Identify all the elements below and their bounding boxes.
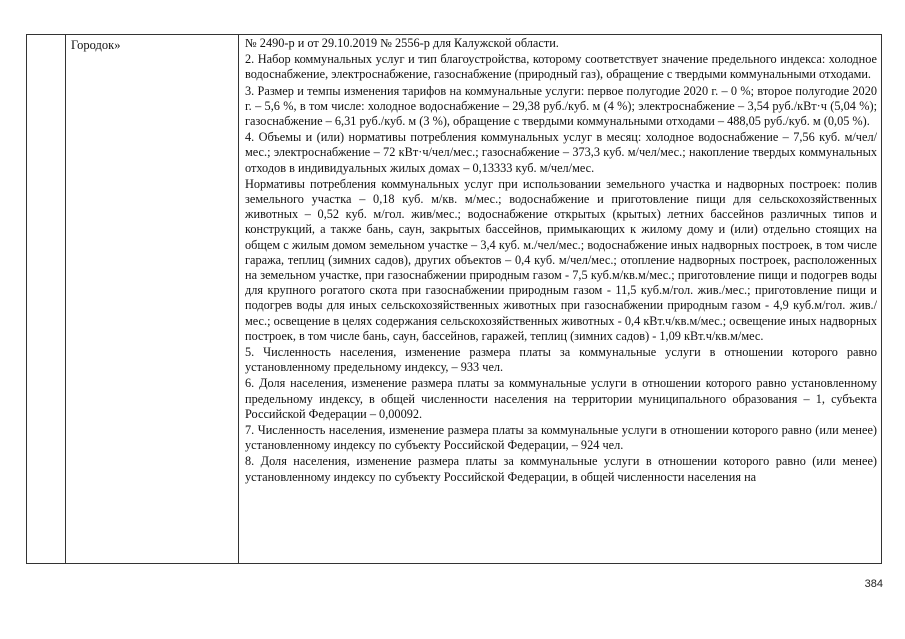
paragraph-1: 2. Набор коммунальных услуг и тип благоустройства, которому соответствует значение предельного индекса: холодное водоснабжение, электроснабжение, газоснабжение (природный газ), обращение с твердыми коммунальными отходами. [245,52,877,82]
paragraph-5: 5. Численность населения, изменение размера платы за коммунальные услуги в отношении которого равно установленному предельному индексу, – 933 чел. [245,345,877,375]
paragraph-8: 8. Доля населения, изменение размера платы за коммунальные услуги в отношении которого равно (или менее) установленному индексу по субъекту Российской Федерации, в общей численности населения на [245,454,877,484]
page-number: 384 [864,578,883,590]
paragraph-3: 4. Объемы и (или) нормативы потребления коммунальных услуг в месяц: холодное водоснабжение – 7,56 куб. м/чел/мес.; электроснабжение – 72 кВт·ч/чел/мес.; газоснабжение – 373,3 куб. м/чел/мес.; накопление твердых коммунальных отходов в индивидуальных жилых домах – 0,13333 куб. м/чел/мес. [245,130,877,175]
municipality-name: Городок» [71,38,121,52]
document-table [26,34,882,564]
paragraph-6: 6. Доля населения, изменение размера платы за коммунальные услуги в отношении которого равно установленному предельному индексу, в общей численности населения на территории муниципального образования – 1, субъекта Российской Федерации – 0,00092. [245,376,877,421]
description-cell [240,35,881,563]
paragraph-4: Нормативы потребления коммунальных услуг при использовании земельного участка и надворных построек: полив земельного участка – 0,18 куб. м/кв. м/мес.; водоснабжение и приготовление пищи для сельскохозяйственных животных – 0,52 куб. м/гол. жив/мес.; водоснабжение открытых (крытых) летних бассейнов различных типов и конструкций, а также бань, саун, закрытых бассейнов, примыкающих к жилому дому и (или) отдельно стоящих на общем с жилым домом земельном участке – 3,4 куб. м./чел/мес.; водоснабжение иных надворных построек, в том числе гаража, теплиц (зимних садов), других объектов – 0,4 куб. м/чел/мес.; отопление надворных построек, расположенных на земельном участке, при газоснабжении природным газом - 7,5 куб.м/кв.м/мес.; приготовление пищи и подогрев воды для крупного рогатого скота при газоснабжении природным газом - 11,5 куб.м/гол. жив./мес.; приготовление пищи и подогрев воды для иных сельскохозяйственных животных при газоснабжении природным газом - 4,9 куб.м/гол. жив./мес.; освещение в целях содержания сельскохозяйственных животных - 0,4 кВт.ч/кв.м/мес.; освещение иных надворных построек, в том числе бань, саун, бассейнов, гаражей, теплиц (зимних садов) - 1,09 кВт.ч/кв.м/мес. [245,176,877,343]
municipality-name-cell [66,35,239,563]
paragraph-7: 7. Численность населения, изменение размера платы за коммунальные услуги в отношении которого равно (или менее) установленному индексу по субъекту Российской Федерации, – 924 чел. [245,423,877,453]
row-number-cell [27,35,66,563]
paragraph-0: № 2490-р и от 29.10.2019 № 2556-р для Калужской области. [245,36,559,50]
paragraph-2: 3. Размер и темпы изменения тарифов на коммунальные услуги: первое полугодие 2020 г. – 0 %; второе полугодие 2020 г. – 5,6 %, в том числе: холодное водоснабжение – 29,38 руб./куб. м (4 %); электроснабжение – 3,54 руб./кВт·ч (5,04 %); газоснабжение – 6,31 руб./куб. м (3 %), обращение с твердыми коммунальными отходами – 488,05 руб./куб. м (0,05 %). [245,83,877,129]
